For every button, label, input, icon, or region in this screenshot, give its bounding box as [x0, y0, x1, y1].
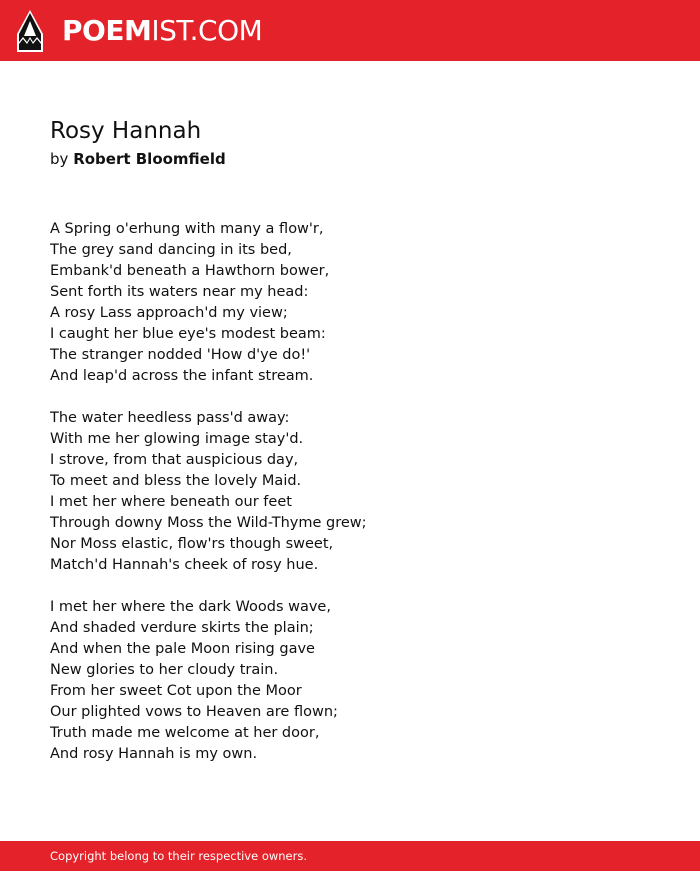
poem-line: And rosy Hannah is my own. [50, 746, 258, 762]
site-logo[interactable] [62, 13, 262, 49]
poem-line: To meet and bless the lovely Maid. [50, 473, 302, 489]
poem-line: New glories to her cloudy train. [50, 662, 279, 678]
poem-line: Sent forth its waters near my head: [50, 284, 309, 300]
poem-line: The grey sand dancing in its bed, [50, 242, 292, 258]
poem-line: Through downy Moss the Wild-Thyme grew; [50, 515, 367, 531]
poem-line: From her sweet Cot upon the Moor [50, 683, 302, 699]
poem-line: With me her glowing image stay'd. [50, 431, 304, 447]
poem-body [50, 219, 650, 786]
poem-line: I caught her blue eye's modest beam: [50, 326, 326, 342]
stanza-2 [50, 408, 650, 576]
poem-byline [50, 148, 226, 170]
poem-line: A Spring o'erhung with many a flow'r, [50, 221, 324, 237]
copyright-text: Copyright belong to their respective owners. [50, 849, 308, 863]
poem-line: Nor Moss elastic, flow'rs though sweet, [50, 536, 334, 552]
logo-light-text: IST.COM [151, 14, 263, 47]
by-label: by [50, 150, 69, 168]
stanza-1 [50, 219, 650, 387]
poem-line: I met her where the dark Woods wave, [50, 599, 331, 615]
poem-line: Match'd Hannah's cheek of rosy hue. [50, 557, 319, 573]
poem-line: Truth made me welcome at her door, [50, 725, 320, 741]
poem-line: I met her where beneath our feet [50, 494, 292, 510]
poem-title: Rosy Hannah [50, 118, 202, 144]
logo-bold-text: POEM [62, 14, 152, 47]
pencil-icon[interactable] [17, 10, 43, 52]
site-footer [0, 841, 700, 871]
poem-line: And when the pale Moon rising gave [50, 641, 315, 657]
poem-line: And leap'd across the infant stream. [50, 368, 314, 384]
stanza-3 [50, 597, 650, 765]
poem-line: The water heedless pass'd away: [50, 410, 290, 426]
site-header [0, 0, 700, 61]
poem-author: Robert Bloomfield [73, 150, 226, 168]
poem-line: A rosy Lass approach'd my view; [50, 305, 288, 321]
poem-line: I strove, from that auspicious day, [50, 452, 299, 468]
poem-line: Our plighted vows to Heaven are flown; [50, 704, 338, 720]
poem-line: And shaded verdure skirts the plain; [50, 620, 314, 636]
poem-line: The stranger nodded 'How d'ye do!' [50, 347, 311, 363]
poem-line: Embank'd beneath a Hawthorn bower, [50, 263, 330, 279]
